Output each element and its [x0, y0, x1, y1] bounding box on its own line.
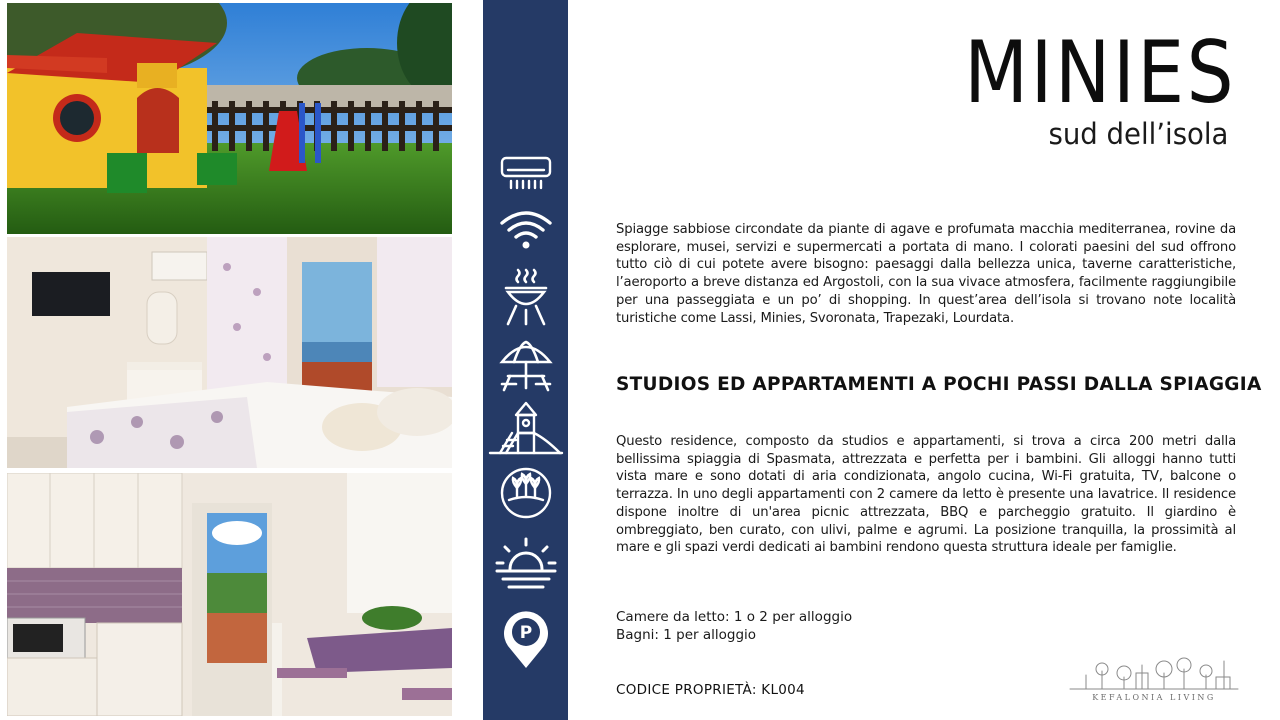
amenity-parking [483, 608, 568, 672]
garden-plants-icon [499, 466, 553, 520]
page-title: MINIES [964, 23, 1236, 123]
description-paragraph: Questo residence, composto da studios e appartamenti, si trova a circa 200 metri dalla bellissima spiaggia di Spasmata, attrezzata e perfetta per i bambini. Gli alloggi hanno tutti vista mare e sono dotati di aria condizionata, angolo cucina, Wi-Fi gratuita, TV, balcone o terrazza. In uno degli appartamenti con 2 camere da letto è presente una lavatrice. Il residence dispone inoltre di un'area picnic attrezzata, BBQ e parcheggio gratuito. Il giardino è ombreggiato, ben curato, con ulivi, palme e agrumi. La posizione tranquilla, la prossimità al mare e gli spazi verdi dedicati ai bambini rendono questa struttura ideale per famiglie. [616, 434, 1236, 556]
bedrooms-fact: Camere da letto: 1 o 2 per alloggio [616, 609, 853, 625]
amenity-wifi [483, 205, 568, 255]
svg-text:P: P [519, 623, 532, 643]
twin-bedroom-photo [7, 237, 452, 468]
brand-logo-text: KEFALONIA LIVING [1092, 693, 1216, 702]
brand-logo-graphic [1066, 655, 1242, 695]
amenity-bbq [483, 265, 568, 327]
picnic-umbrella-icon [498, 338, 554, 394]
property-code: CODICE PROPRIETÀ: KL004 [616, 682, 805, 698]
page-subtitle: sud dell’isola [1048, 117, 1228, 151]
amenity-picnic [483, 337, 568, 395]
air-conditioner-icon [498, 152, 554, 194]
wifi-icon [498, 207, 554, 253]
parking-pin-icon [500, 610, 552, 670]
bbq-grill-icon [500, 266, 552, 326]
amenity-playground [483, 400, 568, 456]
sunrise-sea-view-icon [493, 535, 559, 597]
amenities-band [483, 0, 568, 720]
garden-playground-photo [7, 3, 452, 234]
amenity-air-conditioner [483, 150, 568, 196]
amenity-sunrise [483, 534, 568, 598]
kitchenette-dining-photo [7, 473, 452, 716]
bathrooms-fact: Bagni: 1 per alloggio [616, 626, 757, 643]
section-heading: STUDIOS ED APPARTAMENTI A POCHI PASSI DALLA SPIAGGIA [616, 374, 1262, 395]
property-facts [616, 609, 852, 644]
playground-slide-icon [488, 401, 564, 455]
intro-paragraph: Spiagge sabbiose circondate da piante di agave e profumata macchia mediterranea, rovine da esplorare, musei, servizi e supermercati a portata di mano. I colorati paesini del sud offrono tutto ciò di cui potete avere bisogno: paesaggi dalla bellezza unica, taverne caratteristiche, l’aeroporto a breve distanza ed Argostoli, con la sua vivace atmosfera, facilmente raggiungibile per una passeggiata e un po’ di shopping. In quest’area dell’isola si trovano note località turistiche come Lassi, Minies, Svoronata, Trapezaki, Lourdata. [616, 222, 1236, 326]
amenity-garden [483, 466, 568, 520]
